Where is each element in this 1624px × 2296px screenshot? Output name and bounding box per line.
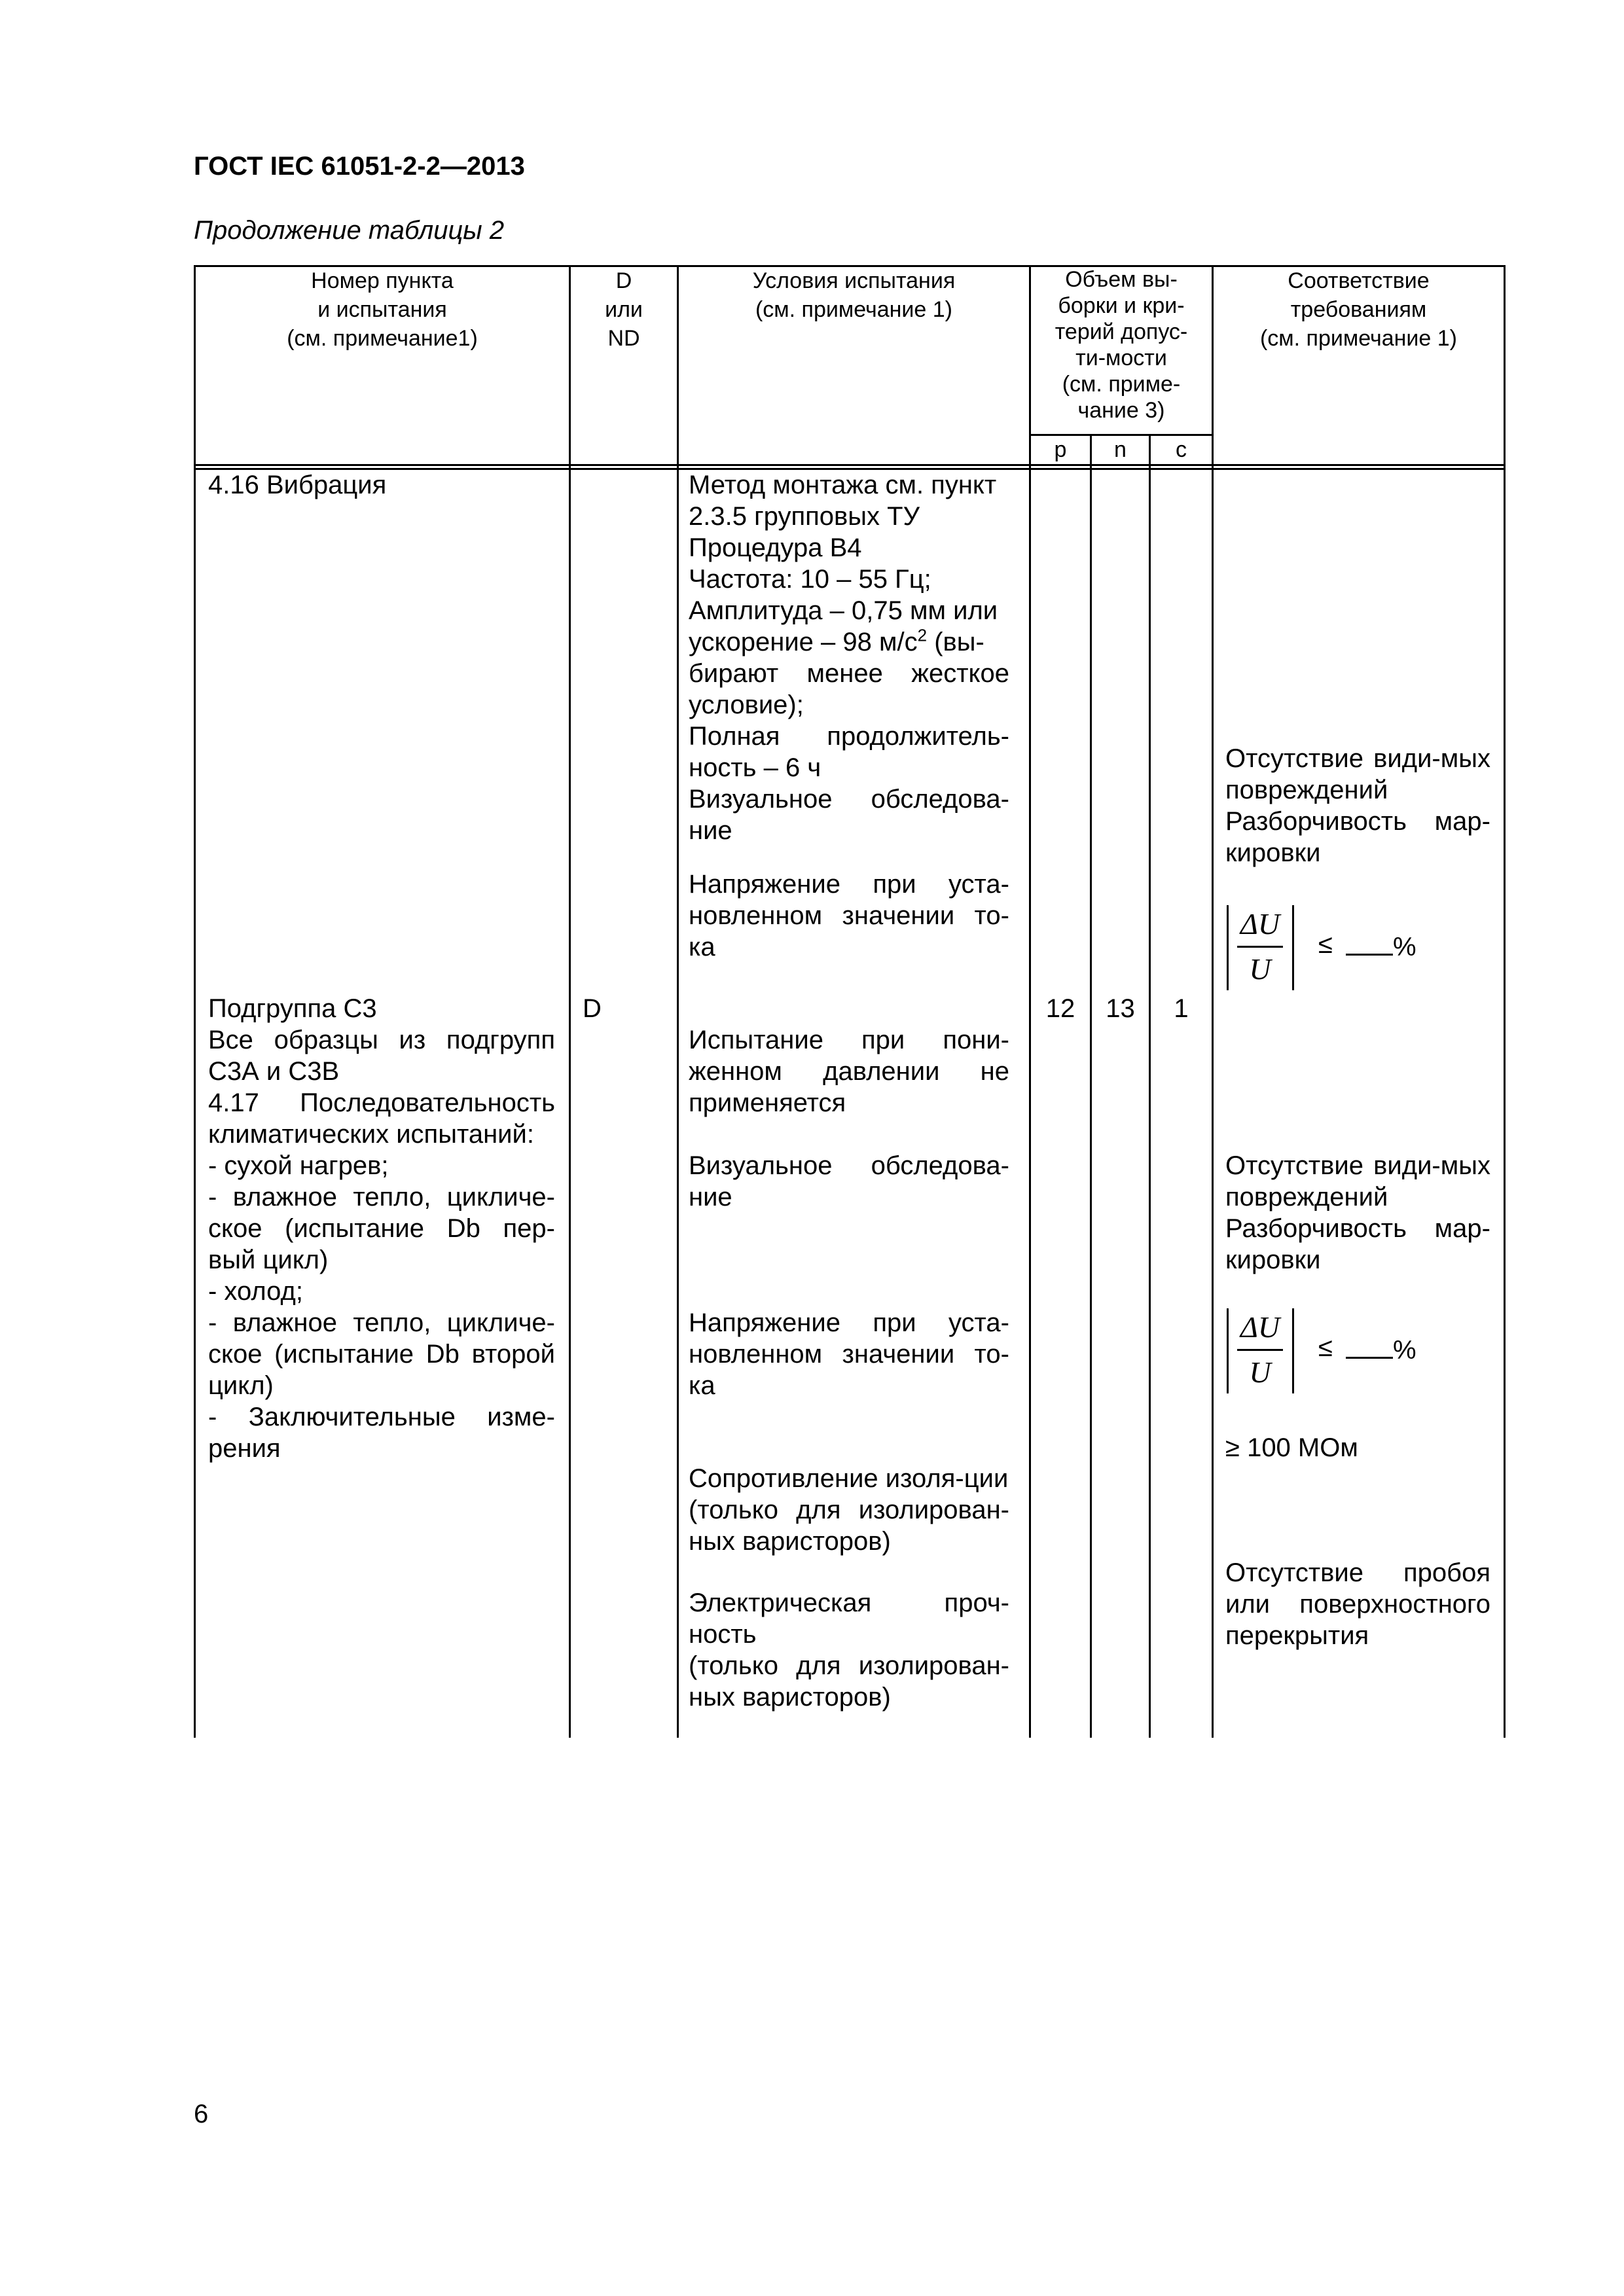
subgroup-c3: Подгруппа С3	[208, 994, 377, 1023]
header-sample-size: Объем вы- борки и кри- терий допус- ти-мости (см. приме- чание 3)	[1055, 267, 1188, 423]
final-measurements: - Заключительные изме-рения	[208, 1403, 555, 1463]
header-d-or-nd: D или ND	[605, 268, 643, 351]
electric-strength: Электрическая проч-ность (только для изолирован-ных варисторов)	[689, 1588, 1009, 1712]
test-table	[194, 265, 1506, 1738]
no-visible-damage-1: Отсутствие види-мых повреждений	[1225, 744, 1490, 804]
marking-legibility-1: Разборчивость мар-кировки	[1225, 807, 1490, 867]
header-c: c	[1176, 437, 1187, 462]
d-value: D	[583, 994, 602, 1023]
n-c-divider	[1149, 434, 1151, 1738]
damp-heat-2: - влажное тепло, цикличе-ское (испытание Db второй цикл)	[208, 1308, 555, 1400]
percent-sign: %	[1393, 933, 1416, 961]
visual-inspection-2: Визуальное обследова-ние	[689, 1151, 1009, 1211]
subheader-line	[1029, 434, 1214, 436]
header-test-conditions: Условия испытания (см. примечание 1)	[752, 268, 956, 322]
damp-heat-1: - влажное тепло, цикличе-ское (испытание Db пер-вый цикл)	[208, 1183, 555, 1274]
duration: Полная продолжитель-ность – 6 ч	[689, 722, 1009, 782]
header-p: p	[1054, 437, 1067, 462]
col2-divider	[677, 265, 679, 1738]
col1-divider	[569, 265, 571, 1738]
insulation-resistance-requirement: ≥ 100 МОм	[1225, 1433, 1358, 1462]
amplitude-line2	[689, 626, 1016, 658]
p-n-divider	[1090, 434, 1092, 1738]
amplitude-line1: Амплитуда – 0,75 мм или	[689, 596, 998, 625]
insulation-resistance: Сопротивление изоля-ции (только для изолирован-ных варисторов)	[689, 1464, 1009, 1556]
percent-sign: %	[1393, 1336, 1416, 1365]
mount-method-line2: 2.3.5 групповых ТУ	[689, 502, 920, 531]
item-4-16: 4.16 Вибрация	[208, 471, 387, 499]
percent-blank	[1346, 930, 1416, 962]
value-n: 13	[1106, 994, 1135, 1023]
header-compliance: Соответствие требованиям (см. примечание 1)	[1259, 268, 1458, 351]
formula-numerator: ΔU	[1240, 1310, 1280, 1344]
all-samples: Все образцы из подгрупп С3А и С3В	[208, 1026, 555, 1086]
less-or-equal-sign: ≤	[1318, 930, 1333, 959]
acceleration-exponent: 2	[917, 625, 928, 645]
table-right-border	[1504, 265, 1506, 1738]
cold: - холод;	[208, 1277, 303, 1306]
value-p: 12	[1045, 994, 1075, 1023]
value-c: 1	[1174, 994, 1189, 1023]
visual-inspection-1: Визуальное обследова-ние	[689, 785, 1009, 845]
voltage-change-formula-2	[1227, 1308, 1436, 1393]
acceleration-text: ускорение – 98 м/с	[689, 628, 918, 656]
amplitude-line3: бирают менее жесткое условие);	[689, 659, 1009, 719]
marking-legibility-2: Разборчивость мар-кировки	[1225, 1214, 1490, 1274]
header-item-number: Номер пункта и испытания (см. примечание1)	[287, 268, 478, 351]
acceleration-tail: (вы-	[927, 628, 984, 656]
mount-method-line1: Метод монтажа см. пункт	[689, 471, 997, 499]
formula-numerator: ΔU	[1240, 907, 1280, 941]
header-n: n	[1114, 437, 1127, 462]
frequency: Частота: 10 – 55 Гц;	[689, 565, 931, 594]
low-pressure-test: Испытание при пони-женном давлении не применяется	[689, 1026, 1009, 1117]
table-left-border	[194, 265, 196, 1738]
procedure: Процедура В4	[689, 533, 862, 562]
less-or-equal-sign: ≤	[1318, 1333, 1333, 1362]
voltage-1: Напряжение при уста-новленном значении то-ка	[689, 870, 1009, 961]
col4-divider	[1212, 265, 1214, 1738]
header-bottom-line-1	[194, 464, 1506, 466]
item-4-17: 4.17 Последовательность климатических испытаний:	[208, 1088, 555, 1149]
voltage-change-formula-1	[1227, 905, 1436, 990]
no-visible-damage-2: Отсутствие види-мых повреждений	[1225, 1151, 1490, 1211]
formula-denominator: U	[1249, 1355, 1271, 1389]
voltage-2: Напряжение при уста-новленном значении то-ка	[689, 1308, 1009, 1400]
table-caption: Продолжение таблицы 2	[194, 216, 505, 245]
dry-heat: - сухой нагрев;	[208, 1151, 389, 1180]
percent-blank	[1346, 1333, 1416, 1365]
formula-denominator: U	[1249, 952, 1271, 986]
document-title: ГОСТ IEC 61051-2-2—2013	[194, 152, 525, 181]
page-number: 6	[194, 2100, 209, 2128]
no-breakdown: Отсутствие пробоя или поверхностного перекрытия	[1225, 1558, 1490, 1650]
